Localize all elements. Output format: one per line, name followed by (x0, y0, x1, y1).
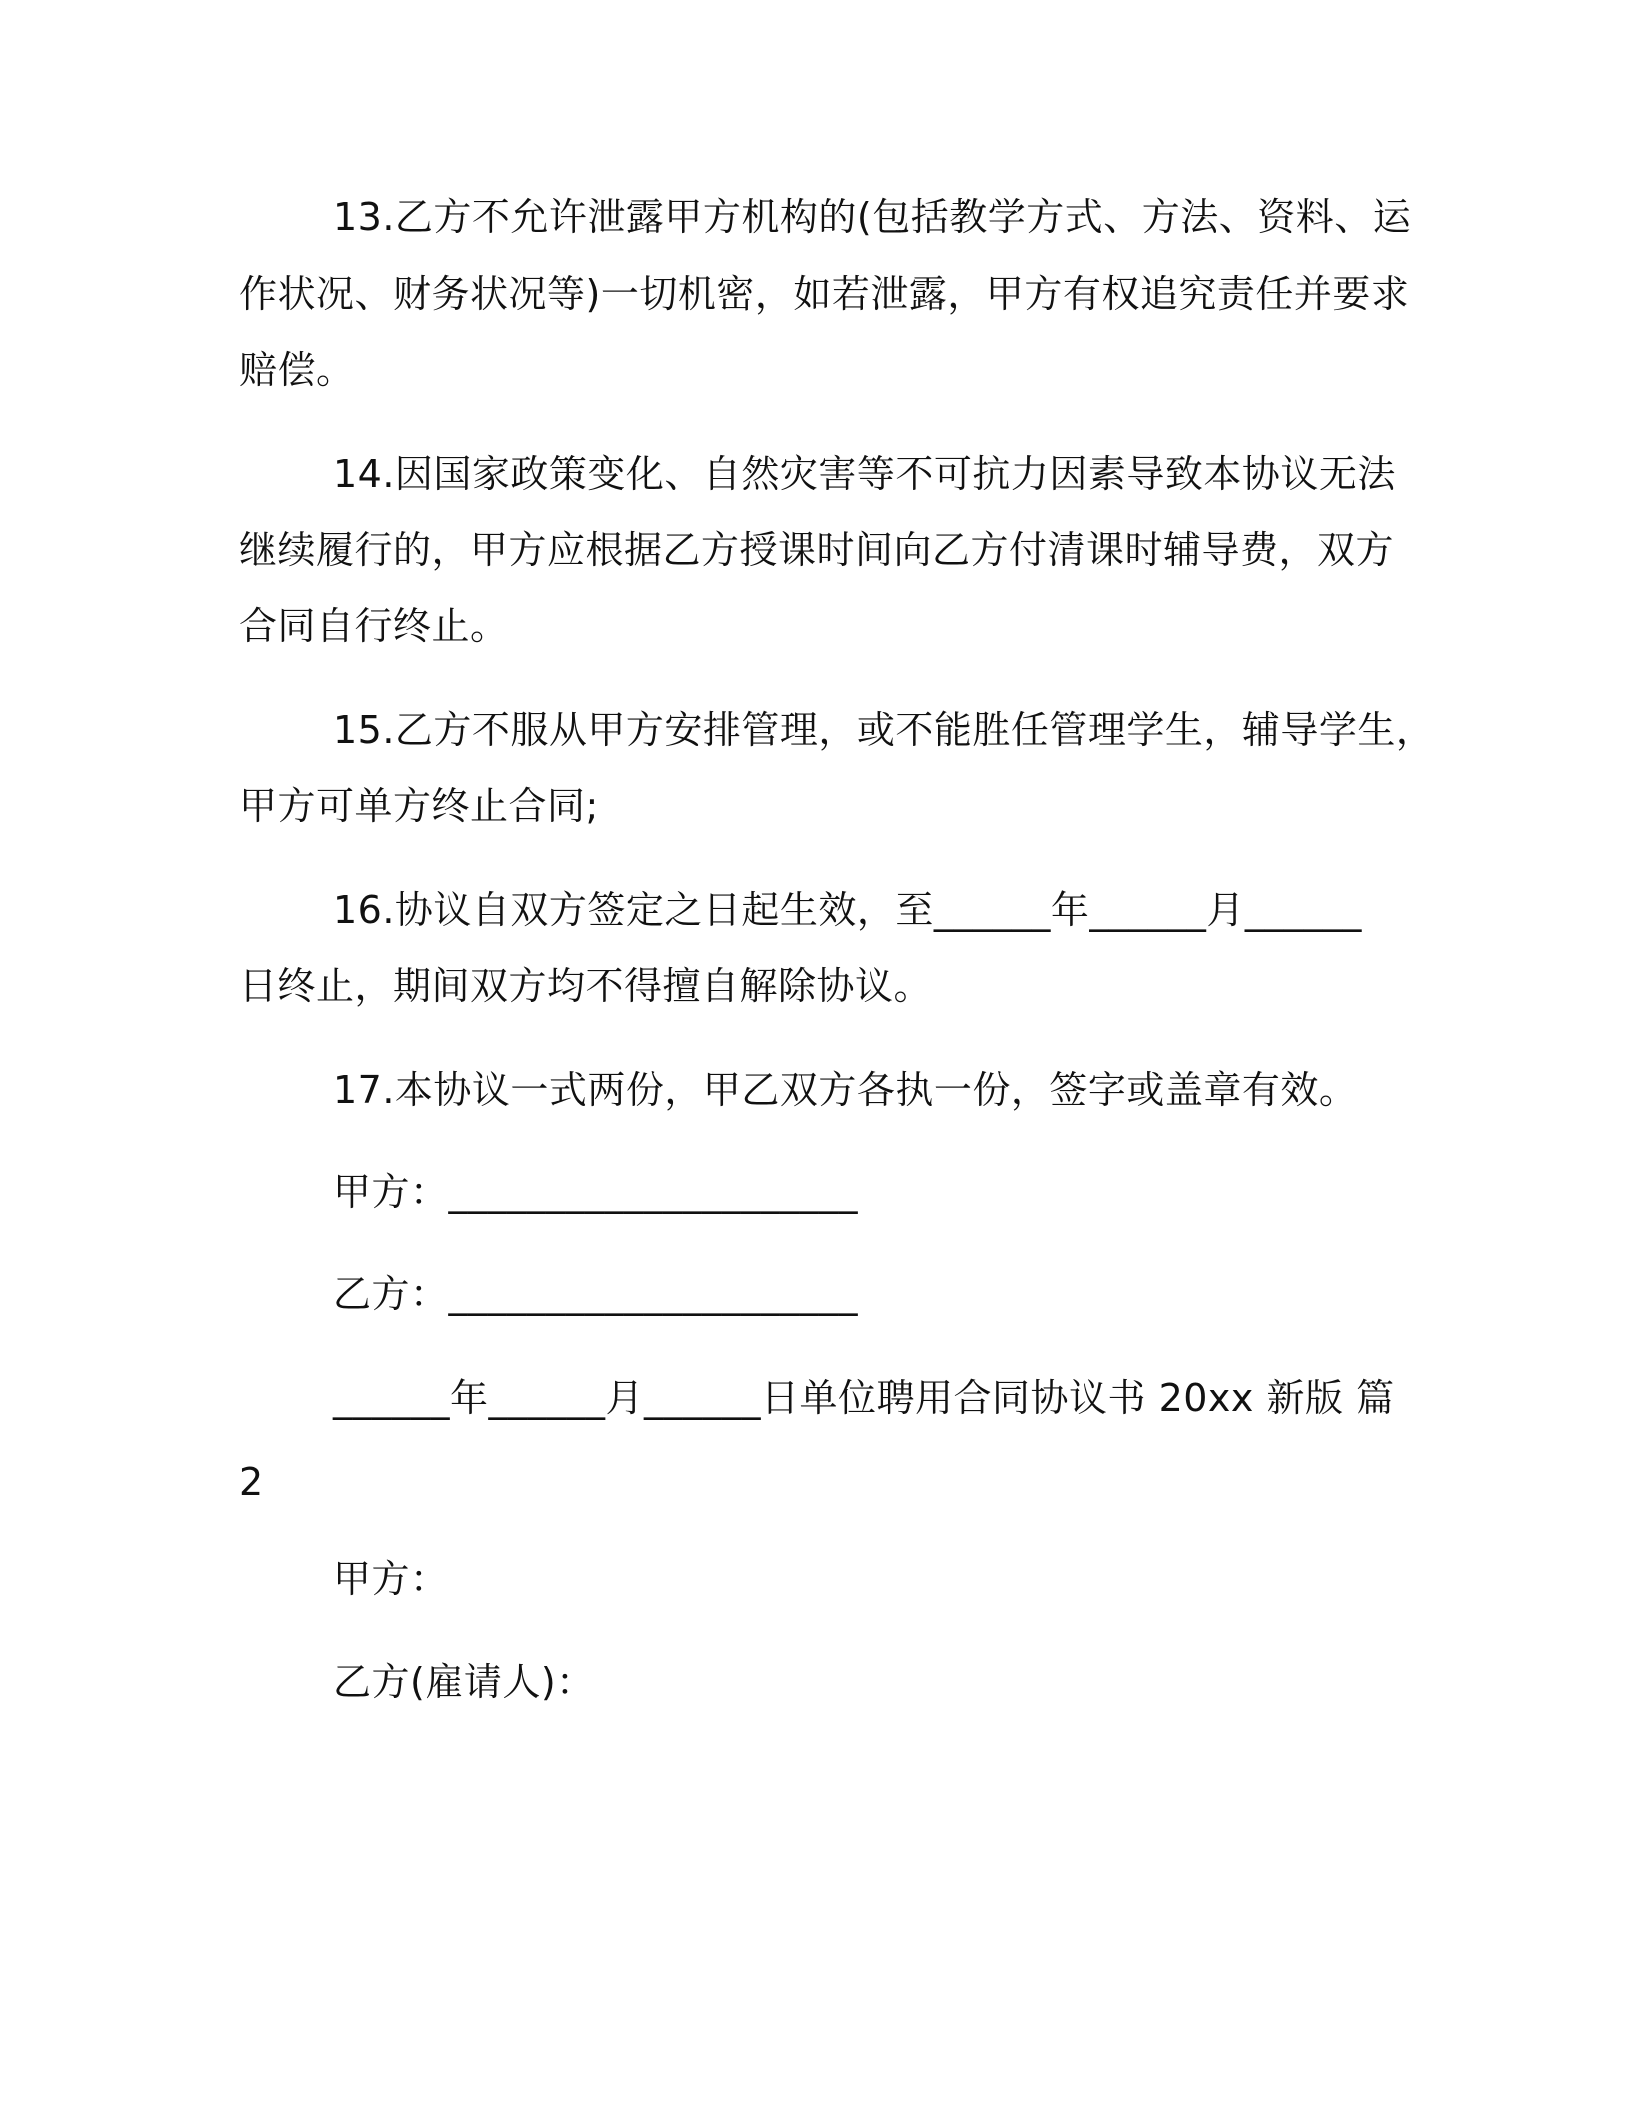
section-number-line: 2 (239, 1460, 264, 1504)
next-section-party-b: 乙方(雇请人)： (333, 1660, 595, 1704)
clause-14-line-2: 继续履行的，甲方应根据乙方授课时间向乙方付清课时辅导费，双方 (239, 528, 1395, 572)
clause-15-line-2: 甲方可单方终止合同; (239, 784, 599, 828)
clause-16-line-2: 日终止，期间双方均不得擅自解除协议。 (239, 964, 933, 1008)
clause-13-line-2: 作状况、财务状况等)一切机密，如若泄露，甲方有权追究责任并要求 (239, 272, 1410, 316)
clause-17-line-1: 17.本协议一式两份，甲乙双方各执一份，签字或盖章有效。 (333, 1068, 1358, 1112)
clause-16-line-1: 16.协议自双方签定之日起生效，至______年______月______ (333, 888, 1362, 932)
signature-date-line: ______年______月______日单位聘用合同协议书 20xx 新版 篇 (333, 1376, 1395, 1420)
clause-14-line-1: 14.因国家政策变化、自然灾害等不可抗力因素导致本协议无法 (333, 452, 1396, 496)
clause-14-line-3: 合同自行终止。 (239, 604, 509, 648)
next-section-party-a: 甲方： (333, 1557, 449, 1601)
clause-15-line-1: 15.乙方不服从甲方安排管理，或不能胜任管理学生，辅导学生， (333, 708, 1435, 752)
clause-13-line-1: 13.乙方不允许泄露甲方机构的(包括教学方式、方法、资料、运 (333, 195, 1412, 239)
signature-party-a: 甲方：_____________________ (333, 1170, 859, 1214)
signature-party-b: 乙方：_____________________ (333, 1272, 859, 1316)
clause-13-line-3: 赔偿。 (239, 348, 355, 392)
